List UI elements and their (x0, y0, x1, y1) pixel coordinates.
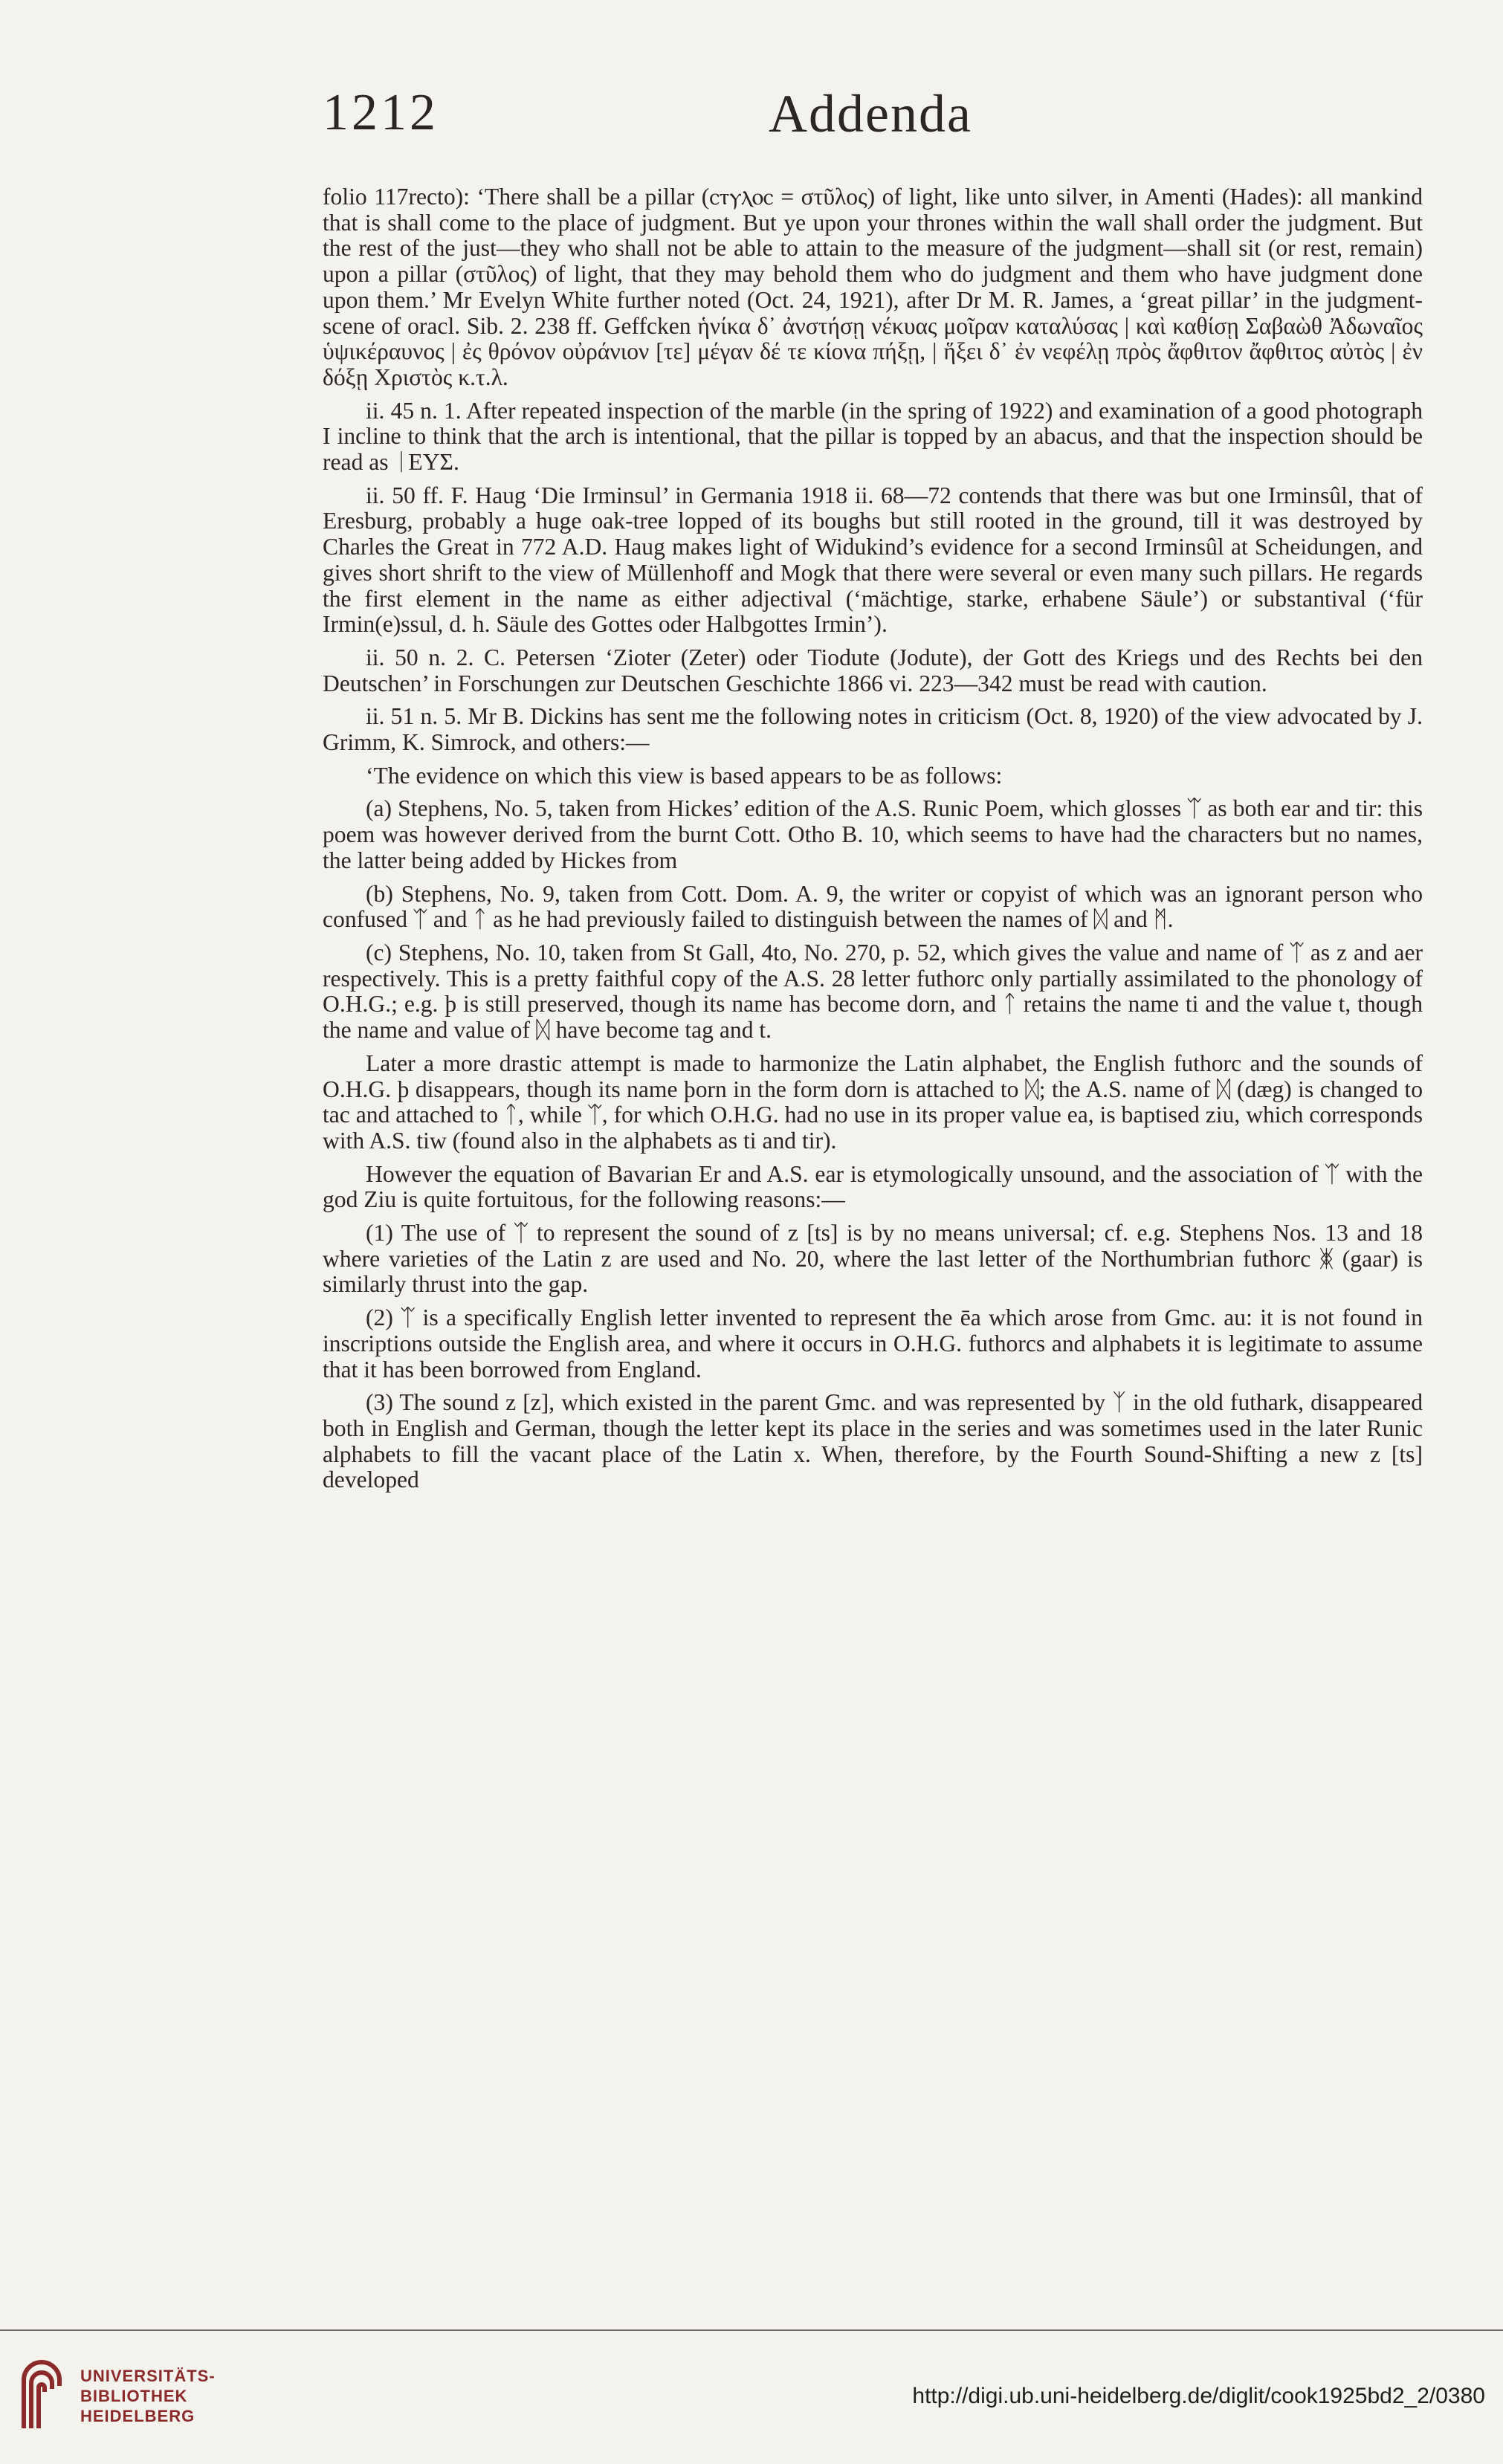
footer-divider (0, 2329, 1503, 2331)
paragraph-reason-2: (2) ᛠ is a specifically English letter invented to represent the ēa which arose from Gmc. au: it is not found in inscriptions outside the English area, and where it occurs in O.H.G. futhorcs and alphabets it is legitimate to assume that it has been borrowed from England. (323, 1304, 1423, 1383)
paragraph-evidence-c: (c) Stephens, No. 10, taken from St Gall, 4to, No. 270, p. 52, which gives the value and name of ᛠ as z and aer respectively. This is a pretty faithful copy of the A.S. 28 letter futhorc only partially assimilated to the phonology of O.H.G.; e.g. þ is still preserved, though its name has become dorn, and ᛏ retains the name ti and the value t, though the name and value of ᛞ have become tag and t. (323, 939, 1423, 1044)
page-number: 1212 (323, 84, 439, 141)
paragraph-evidence-a: (a) Stephens, No. 5, taken from Hickes’ edition of the A.S. Runic Poem, which glosses ᛠ as both ear and tir: this poem was however derived from the burnt Cott. Otho B. 10, which seems to have had the characters but no names, the latter being added by Hickes from (323, 795, 1423, 873)
page-body (323, 184, 1423, 1501)
paragraph-note-51: ii. 51 n. 5. Mr B. Dickins has sent me the following notes in criticism (Oct. 8, 1920) of the view advocated by J. Grimm, K. Simrock, and others:— (323, 703, 1423, 756)
paragraph-reason-1: (1) The use of ᛠ to represent the sound of z [ts] is by no means universal; cf. e.g. Stephens Nos. 13 and 18 where varieties of the Latin z are used and No. 20, where the last letter of the Northumbrian futhorc ᛤ (gaar) is similarly thrust into the gap. (323, 1220, 1423, 1298)
paragraph-note-50: ii. 50 ff. F. Haug ‘Die Irminsul’ in Germania 1918 ii. 68—72 contends that there was but one Irminsûl, that of Eresburg, probably a huge oak-tree lopped of its boughs but still rooted in the ground, till it was destroyed by Charles the Great in 772 A.D. Haug makes light of Widukind’s evidence for a second Irminsûl at Scheidungen, and gives short shrift to the view of Müllenhoff and Mogk that there were several or even many such pillars. He regards the first element in the name as either adjectival (‘mächtige, starke, erhabene Säule’) or substantival (‘für Irmin(e)ssul, d. h. Säule des Gottes oder Halbgottes Irmin’). (323, 482, 1423, 638)
paragraph-folio: folio 117recto): ‘There shall be a pillar (ⲥⲧⲩⲗⲟⲥ = στῦλος) of light, like unto silver, in Amenti (Hades): all mankind that is shall come to the place of judgment. But ye upon your thrones within the wall shall order the judgment. But the rest of the just—they who shall not be able to attain to the measure of the judgment—shall sit (or rest, remain) upon a pillar (στῦλος) of light, that they may behold them who do judgment and them who have judgment done upon them.’ Mr Evelyn White further noted (Oct. 24, 1921), after Dr M. R. James, a ‘great pillar’ in the judgment-scene of oracl. Sib. 2. 238 ff. Geffcken ἡνίκα δ᾽ ἀνστήσῃ νέκυας μοῖραν καταλύσας | καὶ καθίσῃ Σαβαὼθ Ἀδωναῖος ὑψικέραυνος | ἐς θρόνον οὐράνιον [τε] μέγαν δέ τε κίονα πήξῃ, | ἥξει δ᾽ ἐν νεφέλῃ πρὸς ἄφθιτον ἄφθιτος αὐτὸς | ἐν δόξῃ Χριστὸς κ.τ.λ. (323, 184, 1423, 390)
paragraph-however: However the equation of Bavarian Er and A.S. ear is etymologically unsound, and the association of ᛠ with the god Ziu is quite fortuitous, for the following reasons:— (323, 1160, 1423, 1213)
paragraph-later-attempt: Later a more drastic attempt is made to harmonize the Latin alphabet, the English futhorc and the sounds of O.H.G. þ disappears, though its name þorn in the form dorn is attached to ᛞ; the A.S. name of ᛞ (dæg) is changed to tac and attached to ᛏ, while ᛠ, for which O.H.G. had no use in its proper value ea, is baptised ziu, which corresponds with A.S. tiw (found also in the alphabets as ti and tir). (323, 1050, 1423, 1154)
library-name: UNIVERSITÄTS- BIBLIOTHEK HEIDELBERG (80, 2367, 216, 2425)
running-title: Addenda (769, 84, 972, 143)
library-logo-icon (16, 2358, 67, 2432)
page-header (323, 83, 1423, 150)
paragraph-evidence-intro: ‘The evidence on which this view is based appears to be as follows: (366, 762, 1003, 789)
paragraph-reason-3: (3) The sound z [z], which existed in the parent Gmc. and was represented by ᛉ in the old futhark, disappeared both in English and German, though the letter kept its place in the series and was sometimes used in the later Runic alphabets to fill the vacant place of the Latin x. When, therefore, by the Fourth Sound-Shifting a new z [ts] developed (323, 1389, 1423, 1493)
paragraph-evidence-b: (b) Stephens, No. 9, taken from Cott. Dom. A. 9, the writer or copyist of which was an ignorant person who confused ᛠ and ᛏ as he had previously failed to distinguish between the names of ᛞ and ᛗ. (323, 880, 1423, 933)
paragraph-note-45: ii. 45 n. 1. After repeated inspection of the marble (in the spring of 1922) and examination of a good photograph I incline to think that the arch is intentional, that the pillar is topped by an abacus, and that the inspection should be read as ᛁΕΥΣ. (323, 397, 1423, 476)
permalink-url[interactable]: http://digi.ub.uni-heidelberg.de/diglit/cook1925bd2_2/0380 (912, 2384, 1485, 2408)
paragraph-note-50-2: ii. 50 n. 2. C. Petersen ‘Zioter (Zeter) oder Tiodute (Jodute), der Gott des Kriegs und des Rechts bei den Deutschen’ in Forschungen zur Deutschen Geschichte 1866 vi. 223—342 must be read with caution. (323, 644, 1423, 696)
